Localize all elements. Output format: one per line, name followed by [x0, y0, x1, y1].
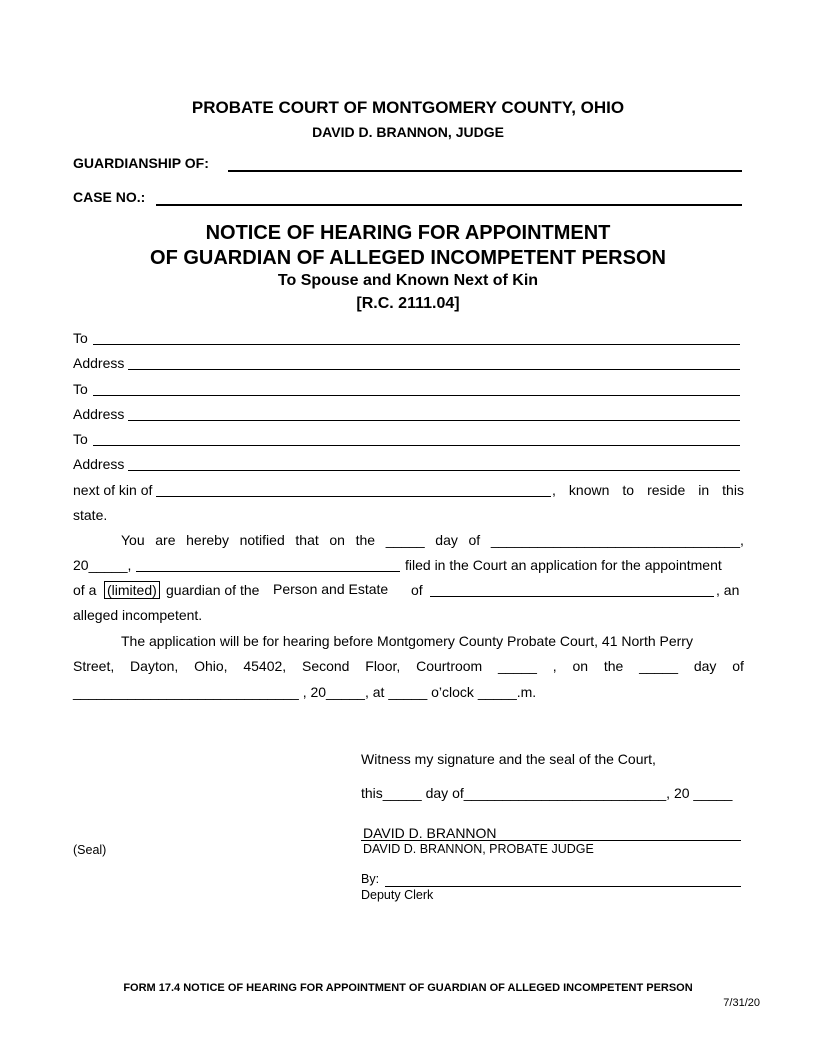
hearing-line-3: _____________________________ , 20_____, at _____ o’clock _____.m.: [73, 684, 537, 700]
form-title-line1: NOTICE OF HEARING FOR APPOINTMENT: [205, 222, 611, 244]
address-field-1[interactable]: [128, 369, 740, 370]
hearing-line-1: The application will be for hearing before Montgomery County Probate Court, 41 North Perry: [121, 633, 693, 649]
to-label-2: To: [73, 381, 88, 397]
address-label-3: Address: [73, 456, 125, 472]
guardianship-field[interactable]: [228, 170, 742, 172]
hearing-line-2: Street, Dayton, Ohio, 45402, Second Floor, Courtroom _____ , on the _____ day of: [73, 658, 744, 674]
revision-date: 7/31/20: [723, 997, 760, 1009]
to-field-2[interactable]: [93, 395, 740, 396]
to-label-1: To: [73, 330, 88, 346]
address-label-1: Address: [73, 355, 125, 371]
form-footer: FORM 17.4 NOTICE OF HEARING FOR APPOINTMENT OF GUARDIAN OF ALLEGED INCOMPETENT PERSON: [123, 982, 693, 994]
deputy-clerk-label: Deputy Clerk: [361, 888, 434, 902]
year-prefix: 20_____,: [73, 557, 132, 573]
to-label-3: To: [73, 431, 88, 447]
witness-text: Witness my signature and the seal of the Court,: [361, 751, 656, 767]
address-field-2[interactable]: [128, 420, 740, 421]
known-to-reside: , known to reside in this: [552, 482, 744, 498]
person-estate-text[interactable]: Person and Estate: [273, 581, 389, 597]
of-a-text: of a: [73, 582, 97, 598]
judge-signature-name: DAVID D. BRANNON: [363, 825, 497, 841]
next-of-kin-label: next of kin of: [73, 482, 153, 498]
alleged-text: alleged incompetent.: [73, 607, 203, 623]
judge-title: DAVID D. BRANNON, PROBATE JUDGE: [363, 842, 594, 856]
seal-label: (Seal): [73, 843, 107, 857]
deputy-signature-field[interactable]: [385, 886, 741, 887]
limited-box[interactable]: (limited): [104, 581, 160, 599]
guardian-of-text: guardian of the: [166, 582, 260, 598]
of-text: of: [411, 582, 423, 598]
guardianship-label: GUARDIANSHIP OF:: [73, 155, 209, 171]
next-of-kin-field[interactable]: [156, 496, 551, 497]
judge-signature-line: [361, 840, 741, 841]
an-text: , an: [716, 582, 740, 598]
state-text: state.: [73, 507, 108, 523]
ward-name-field[interactable]: [430, 596, 714, 597]
address-label-2: Address: [73, 406, 125, 422]
signature-date-line: this_____ day of__________________________, 20 _____: [361, 785, 733, 801]
filing-party-field[interactable]: [136, 571, 400, 572]
form-title-line2: OF GUARDIAN OF ALLEGED INCOMPETENT PERSON: [150, 247, 666, 269]
judge-name: DAVID D. BRANNON, JUDGE: [312, 124, 504, 140]
case-number-field[interactable]: [156, 204, 742, 206]
to-field-3[interactable]: [93, 445, 740, 446]
court-name: PROBATE COURT OF MONTGOMERY COUNTY, OHIO: [191, 98, 625, 117]
form-subtitle: To Spouse and Known Next of Kin: [277, 272, 539, 289]
to-field-1[interactable]: [93, 344, 740, 345]
notified-sentence: You are hereby notified that on the _____ day of ________________________________,: [121, 532, 744, 548]
case-number-label: CASE NO.:: [73, 189, 146, 205]
statute-reference: [R.C. 2111.04]: [356, 295, 460, 312]
by-label: By:: [361, 872, 380, 886]
filed-text: filed in the Court an application for the appointment: [405, 557, 722, 573]
address-field-3[interactable]: [128, 470, 740, 471]
